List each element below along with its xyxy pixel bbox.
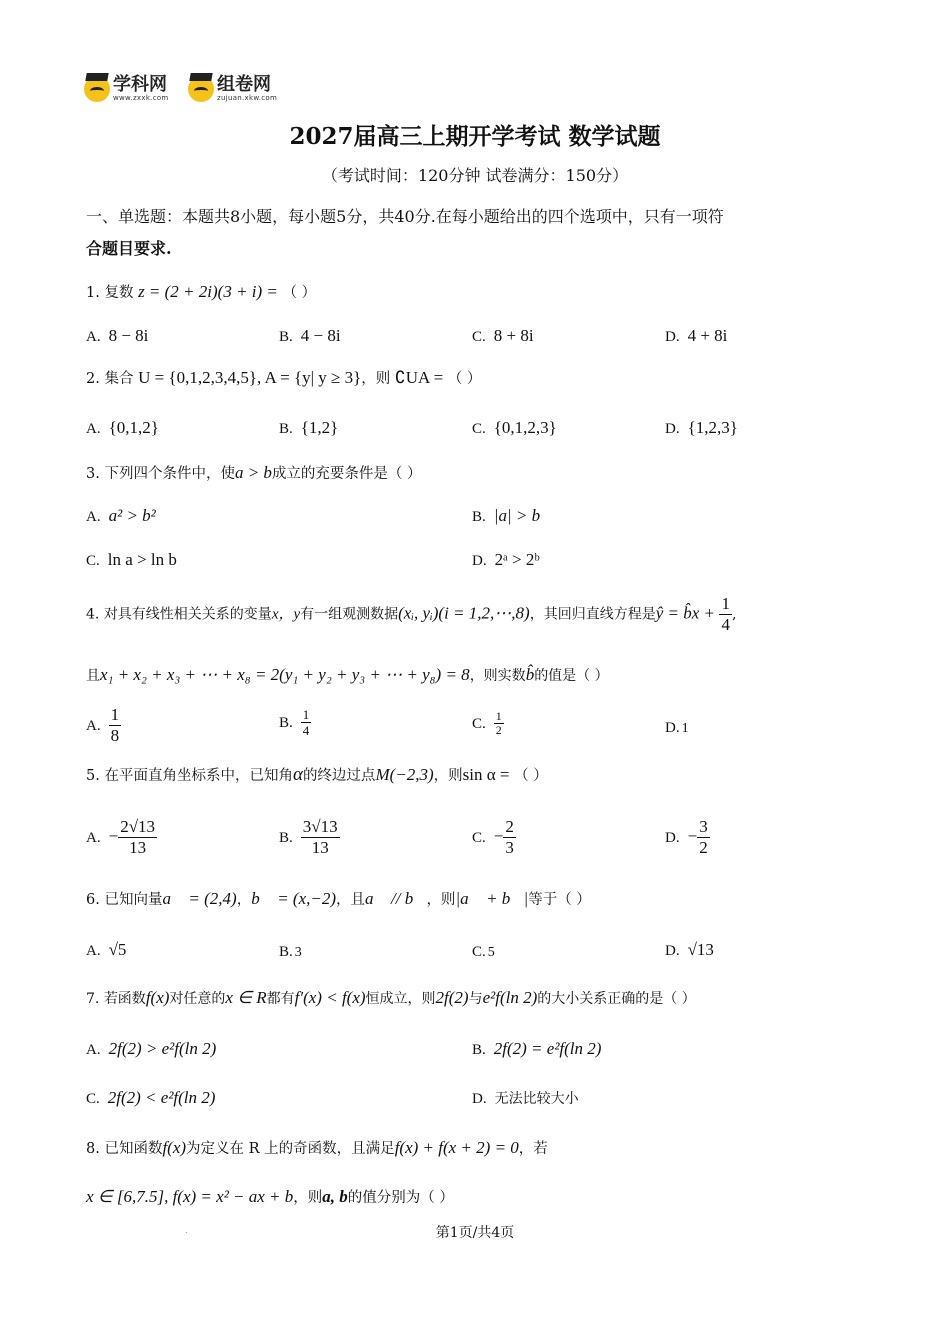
question-number: 6. <box>86 892 100 908</box>
option-label: C. <box>472 421 486 437</box>
option-label: A. <box>86 943 101 959</box>
section-heading <box>86 201 872 265</box>
math-expression: x ∈ [6,7.5], f(x) = x² − ax + b <box>86 1187 294 1206</box>
question-text: 的大小关系正确的是（ ） <box>537 991 696 1007</box>
option-value: 4 + 8i <box>687 326 728 345</box>
math-expression: z = (2 + 2i)(3 + i) = <box>138 282 278 301</box>
question-4-line-2 <box>86 665 609 685</box>
math-expression: a⃗ = (2,4) <box>162 889 237 908</box>
option-b[interactable] <box>279 942 302 961</box>
fraction <box>494 710 504 737</box>
question-text: ，其回归直线方程是 <box>529 606 656 623</box>
option-c[interactable] <box>472 418 557 438</box>
option-label: B. <box>472 509 486 525</box>
fraction <box>109 705 122 746</box>
option-d[interactable] <box>665 817 710 858</box>
option-label: A. <box>86 421 101 437</box>
question-number: 3. <box>86 466 100 482</box>
fraction <box>503 817 516 858</box>
option-label: D. <box>472 553 487 569</box>
option-label: B. <box>279 829 293 846</box>
math-expression: |a⃗ + b⃗| <box>455 889 529 908</box>
option-label: C. <box>472 829 486 846</box>
fraction-denominator: 13 <box>129 838 147 857</box>
option-label: B. <box>279 944 293 960</box>
option-value: 2f(2) = e²f(ln 2) <box>493 1039 602 1058</box>
logo-name: 学科网 <box>113 74 167 95</box>
option-label: C. <box>86 1091 100 1107</box>
option-c[interactable] <box>472 942 495 961</box>
option-label: D. <box>665 943 680 959</box>
page-mark: . <box>185 1226 188 1235</box>
option-d[interactable] <box>472 1088 579 1108</box>
fraction <box>118 817 157 858</box>
math-expression: a, b <box>322 1187 348 1206</box>
fraction-denominator: 13 <box>311 838 329 857</box>
question-text: ，若 <box>518 1141 548 1157</box>
fraction-denominator: 4 <box>302 723 310 738</box>
answer-blank: （ ） <box>447 371 482 387</box>
option-c[interactable] <box>472 326 534 346</box>
option-b[interactable] <box>279 817 340 858</box>
option-sign: − <box>687 826 698 846</box>
option-label: B. <box>279 329 293 345</box>
option-c[interactable] <box>472 817 516 858</box>
question-text: 对任意的 <box>169 991 226 1007</box>
fraction-denominator: 8 <box>110 726 120 745</box>
question-text: 已知函数 <box>104 1141 163 1157</box>
question-text: 且 <box>86 668 100 684</box>
question-number: 8. <box>86 1141 100 1157</box>
fraction-numerator: 2 <box>505 817 514 836</box>
question-text: 对具有线性相关关系的变量 <box>103 606 272 623</box>
option-label: B. <box>279 714 293 731</box>
question-number: 2. <box>86 371 100 387</box>
option-value: {0,1,2} <box>108 418 159 437</box>
option-a[interactable] <box>86 705 121 746</box>
option-label: A. <box>86 717 101 734</box>
fraction-numerator: 1 <box>302 707 310 722</box>
option-a[interactable] <box>86 817 157 858</box>
option-value: √13 <box>687 940 714 959</box>
question-text: 复数 <box>104 285 134 301</box>
option-value: {1,2,3} <box>687 418 738 437</box>
question-text: 的值是（ ） <box>534 668 609 684</box>
math-expression: f(x) + f(x + 2) = 0 <box>394 1138 519 1157</box>
option-a[interactable] <box>86 418 159 438</box>
question-4: 4. 对具有线性相关关系的变量x，y有一组观测数据(xᵢ, yᵢ)(i = 1,2,⋯,8)，其回归直线方程是ŷ = b̂x + $\frac{1}{4}$ , <box>86 594 737 634</box>
question-text: 的值分别为（ ） <box>347 1190 454 1206</box>
question-text: ，则 <box>433 768 463 784</box>
math-expression: b⃗ = (x,−2) <box>251 889 337 908</box>
section-heading-line: 合题目要求. <box>86 239 172 258</box>
fraction <box>301 707 312 738</box>
math-expression: a⃗ // b⃗ <box>365 889 427 908</box>
option-d[interactable] <box>472 550 540 570</box>
fraction-numerator: 1 <box>721 594 730 613</box>
option-d[interactable] <box>665 326 727 346</box>
option-label: C. <box>472 329 486 345</box>
option-b[interactable] <box>279 418 338 438</box>
option-d[interactable] <box>665 718 689 737</box>
option-a[interactable] <box>86 506 156 526</box>
fraction-denominator: 4 <box>721 615 730 634</box>
question-text: 已知向量 <box>104 892 163 908</box>
answer-blank: （ ） <box>282 285 317 301</box>
logo-url: zujuan.xkw.com <box>217 94 278 102</box>
xkw-logo[interactable] <box>84 72 169 106</box>
option-label: D. <box>665 329 680 345</box>
fraction-numerator: 2√13 <box>120 817 156 836</box>
option-value: 4 − 8i <box>300 326 341 345</box>
option-b[interactable] <box>279 326 341 346</box>
mascot-icon <box>84 76 110 102</box>
math-expression: b̂ <box>525 665 535 684</box>
option-label: D. <box>665 829 680 846</box>
question-3 <box>86 462 422 483</box>
option-label: C. <box>472 944 486 960</box>
question-text: ，且 <box>336 892 366 908</box>
option-value: 2ᵃ > 2ᵇ <box>494 550 540 569</box>
option-label: D. <box>472 1091 487 1107</box>
question-number: 1. <box>86 285 100 301</box>
fraction-denominator: 2 <box>495 723 502 737</box>
question-number: 5. <box>86 768 100 784</box>
math-expression: (xᵢ, yᵢ)(i = 1,2,⋯,8) <box>398 603 530 623</box>
fraction-numerator: 1 <box>495 709 502 723</box>
question-text: 的终边过点 <box>302 768 376 784</box>
option-value: 8 − 8i <box>108 326 149 345</box>
option-label: A. <box>86 329 101 345</box>
question-number: 4. <box>86 606 100 623</box>
question-text: 集合 <box>104 371 134 387</box>
math-expression: α <box>292 764 303 785</box>
question-text: 有一组观测数据 <box>300 606 399 623</box>
math-expression: x₁ + x₂ + x₃ + ⋯ + x₈ = 2(y₁ + y₂ + y₃ + ⋯ + y₈) = 8 <box>100 665 470 684</box>
fraction <box>697 817 710 858</box>
exam-subtitle: （考试时间：120分钟 试卷满分：150分） <box>321 166 629 185</box>
math-expression: f(x) <box>145 988 170 1007</box>
math-expression: U = {0,1,2,3,4,5}, A = {y| y ≥ 3} <box>138 368 362 387</box>
option-value: 2f(2) < e²f(ln 2) <box>107 1088 216 1107</box>
logo-name: 组卷网 <box>217 74 271 95</box>
mascot-icon <box>188 76 214 102</box>
question-7 <box>86 988 696 1008</box>
math-expression: x，y <box>271 606 301 623</box>
fraction-numerator: 3 <box>699 817 708 836</box>
question-text: ，则实数 <box>469 668 526 684</box>
question-5 <box>86 764 548 786</box>
option-b[interactable] <box>279 707 311 738</box>
option-c[interactable] <box>86 1088 215 1108</box>
option-c[interactable] <box>86 550 177 570</box>
option-value: 1 <box>681 721 689 736</box>
option-a[interactable] <box>86 940 126 960</box>
section-heading-line: 一、单选题：本题共8小题，每小题5分，共40分.在每小题给出的四个选项中，只有一项符 <box>86 207 724 226</box>
math-expression: x ∈ R <box>225 988 267 1007</box>
question-text: ，则 <box>293 1190 323 1206</box>
option-d[interactable] <box>665 940 714 960</box>
math-expression: ŷ = b̂x + <box>655 603 715 623</box>
question-text: ，则 <box>361 371 391 387</box>
question-number: 7. <box>86 991 100 1007</box>
option-b[interactable] <box>472 506 540 526</box>
question-1 <box>86 281 316 302</box>
math-expression: e²f(ln 2) <box>482 988 538 1007</box>
fraction-denominator: 2 <box>699 838 708 857</box>
question-text: 都有 <box>266 991 295 1007</box>
fraction-denominator: 3 <box>505 838 514 857</box>
question-8 <box>86 1137 548 1158</box>
question-2 <box>86 367 481 388</box>
option-label: A. <box>86 509 101 525</box>
math-expression: f(x) <box>162 1138 187 1157</box>
option-label: A. <box>86 1042 101 1058</box>
answer-blank: （ ） <box>514 768 548 784</box>
math-expression: 2f(2) <box>435 988 469 1007</box>
option-value: {0,1,2,3} <box>493 418 557 437</box>
option-label: B. <box>472 1042 486 1058</box>
math-expression: ∁UA = <box>394 368 444 387</box>
question-text: 与 <box>468 991 483 1007</box>
question-text: ，则 <box>426 892 456 908</box>
question-6: 6. 已知向量a⃗ = (2,4)，b⃗ = (x,−2)，且a⃗ // b⃗，则|a⃗ + b⃗|等于（ ） <box>86 889 591 908</box>
math-expression: sin α = <box>462 765 510 784</box>
question-text: 等于（ ） <box>528 892 591 908</box>
option-c[interactable] <box>472 710 504 737</box>
option-a[interactable] <box>86 326 148 346</box>
option-value: a² > b² <box>108 506 156 525</box>
math-expression: f′(x) < f(x) <box>294 988 366 1007</box>
fraction-numerator: 3√13 <box>302 817 338 836</box>
question-text: 若函数 <box>103 991 146 1007</box>
option-value: {1,2} <box>300 418 339 437</box>
math-expression: a > b <box>234 463 272 482</box>
zujuan-logo[interactable] <box>188 72 277 106</box>
question-text: 成立的充要条件是（ ） <box>271 466 422 482</box>
option-value: 3 <box>294 945 302 960</box>
option-label: C. <box>472 715 486 732</box>
option-value: 5 <box>487 945 495 960</box>
option-label: D. <box>665 421 680 437</box>
option-a[interactable] <box>86 1039 216 1059</box>
option-label: A. <box>86 829 101 846</box>
question-text: 下列四个条件中，使 <box>104 466 235 482</box>
question-text: 为定义在 R 上的奇函数，且满足 <box>186 1141 395 1157</box>
fraction <box>719 594 732 635</box>
logo-url: www.zxxk.com <box>113 94 169 102</box>
math-expression: M(−2,3) <box>375 765 434 784</box>
option-sign: − <box>108 826 119 846</box>
option-label: B. <box>279 421 293 437</box>
option-label: D. <box>665 720 680 736</box>
fraction-numerator: 1 <box>110 705 120 724</box>
page-footer: 第1页/共4页 <box>435 1225 515 1241</box>
option-value: ln a > ln b <box>107 550 177 569</box>
option-value: 8 + 8i <box>493 326 534 345</box>
option-value: √5 <box>108 940 127 959</box>
question-text: 恒成立，则 <box>365 991 436 1007</box>
option-b[interactable] <box>472 1039 601 1059</box>
option-value: 无法比较大小 <box>494 1091 579 1107</box>
option-label: C. <box>86 553 100 569</box>
question-8-line-2 <box>86 1186 454 1207</box>
option-sign: − <box>493 826 504 846</box>
option-d[interactable] <box>665 418 738 438</box>
exam-title: 2027届高三上期开学考试 数学试题 <box>289 123 661 150</box>
option-value: |a| > b <box>493 506 541 525</box>
fraction <box>301 817 340 858</box>
question-text: 在平面直角坐标系中，已知角 <box>104 768 293 784</box>
option-value: 2f(2) > e²f(ln 2) <box>108 1039 217 1058</box>
